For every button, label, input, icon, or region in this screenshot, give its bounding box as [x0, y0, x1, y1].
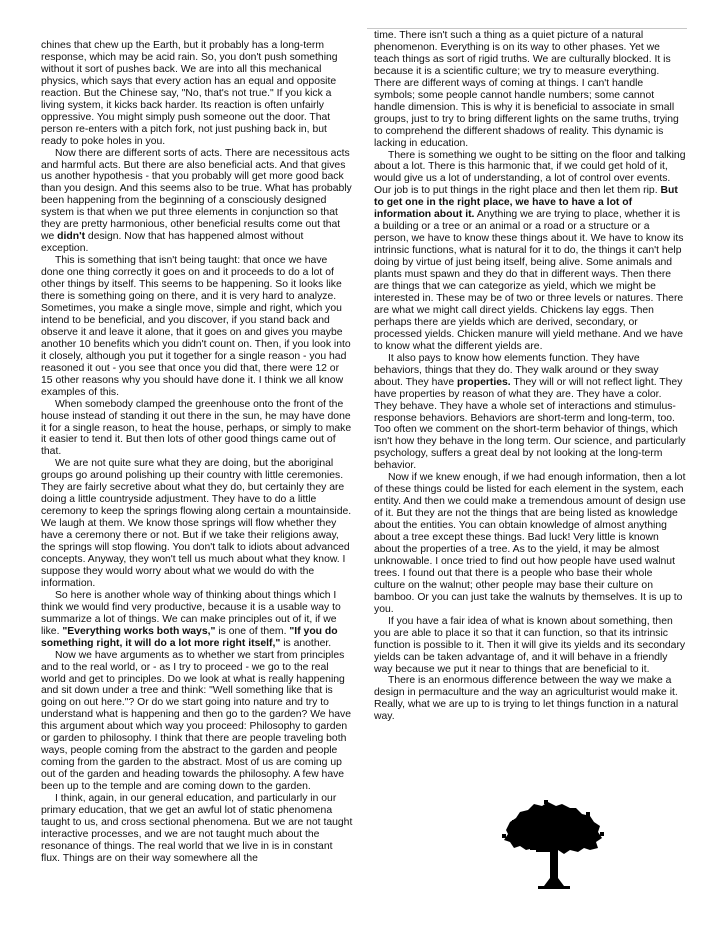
paragraph-text: design. Now that has happened almost without exception. — [41, 231, 304, 255]
paragraph-text: They will or will not reflect light. They have properties by reason of what they are. They have a color. They behave. They have a whole set of interactions and stimulus-response behaviors. Behaviors are short-term and long-term, too. Too often we comment on the short-term behavior of things, which isn't how they behave in the long term. Our science, and particularly psychology, suffers a great deal by not looking at the long-term behavior. — [374, 376, 686, 472]
paragraph-text: There is something we ought to be sitting on the floor and talking about a lot. There is this harmonic that, if we could get hold of it, would give us a lot of understanding, a lot of control over events. Our job is to put things in the right place and then let them rip. — [374, 149, 686, 197]
paragraph-text: So here is another whole way of thinking about things which I think we would find very productive, because it is a usable way to summarize a lot of things. We can make principles out of it, if we like. — [41, 589, 341, 637]
top-rule — [367, 28, 687, 29]
paragraph: time. There isn't such a thing as a quiet picture of a natural phenomenon. Everything is on its way to other phases. Yet we teach things as sort of rigid truths. We are culturally blocked. It is because it is a scientific culture; we try to measure everything. There are different ways of coming at things. I can't handle symbols; some people cannot handle numbers; some cannot handle dimension. This is why it is beneficial to associate in small groups, just to try to bring different lights on the same truths, trying to comprehend the different shadows of reality. This dynamic is lacking in education. — [374, 30, 679, 149]
paragraph: I think, again, in our general education, and particularly in our primary education, that we get an awful lot of static phenomena taught to us, and cross sectional phenomena. But we are not taught interactive processes, and we are not taught much about the resonance of things. The real world that we live in is in constant flux. Things are on their way somewhere all the — [41, 793, 353, 864]
paragraph-text: is one of them. — [215, 625, 290, 637]
paragraph: There is an enormous difference between the way we make a design in permaculture and the way an agriculturist would make it. Really, what we are up to is trying to let things function in a natural way. — [374, 675, 679, 723]
paragraph: Now if we knew enough, if we had enough information, then a lot of these things could be listed for each element in the system, each entity. And then we could make a tremendous amount of design use of it. But they are not the things that are being listed as knowledge about the entities. You can obtain knowledge of almost anything about a tree except these things. Bad luck! Very little is known about the properties of a tree. As to the yield, it may be almost unknowable. I once tried to find out how people have used walnut trees. I found out that there is a people who base their whole culture on the walnut; other people may base their culture on bamboo. Or you can just take the walnuts by themselves. It is up to you. — [374, 472, 686, 615]
paragraph — [374, 353, 686, 473]
paragraph-text: It also pays to know how elements function. They have behaviors, things that they do. They walk around or they sway about. They have — [374, 352, 659, 388]
paragraph — [374, 150, 686, 353]
paragraph: This is something that isn't being taught: that once we have done one thing correctly it goes on and it proceeds to do a lot of other things by itself. This seems to be happening. So it looks like there is something going on there, and it is very hard to analyze. Sometimes, you make a single move, simple and right, which you intend to be beneficial, and you discover, if you stand back and observe it and leave it alone, that it goes on and gives you maybe another 10 benefits which you didn't count on. Then, if you look into it closely, although you put it together for a single reason - you had reasoned it out - you see that once you did that, there were 12 or 15 other reasons why you should have done it. I think we all know examples of this. — [41, 255, 351, 398]
paragraph: If you have a fair idea of what is known about something, then you are able to place it so that it can function, so that its intrinsic function is possible to it. Then it will give its yields and its secondary yields can be taken advantage of, and it will behave in a friendly way because we put it near to things that are beneficial to it. — [374, 615, 686, 675]
left-column — [41, 40, 353, 865]
paragraph: chines that chew up the Earth, but it probably has a long-term response, which may be acid rain. So, you don't push something without it sort of pushes back. We are into all this mechanical physics, which says that every action has an equal and opposite reaction. But the Chinese say, "No, that's not true." If you kick a living system, it kicks back harder. Its reaction is often unfairly oppressive. You might simply push someone out the door. That person re-enters with a pitch fork, not just pushing back in, but ready to poke holes in you. — [41, 40, 338, 147]
paragraph: When somebody clamped the greenhouse onto the front of the house instead of standing it out there in the sun, he may have done it for a single reason, to heat the house, perhaps, or simply to make it easier to tend it. But then lots of other good things came out of that. — [41, 398, 352, 458]
paragraph: We are not quite sure what they are doing, but the aboriginal groups go around polishing up their country with little ceremonies. They are fairly secretive about what they do, but certainly they are doing a little countryside adjustment. They have to do a little ceremony to keep the springs flowing along certain a mountainside. We laugh at them. We know those springs will flow whether they have a ceremony there or not. But if we take their religions away, the springs will stop flowing. You don't talk to idiots about advanced concepts. Anyway, they won't tell us much about what they know. I suppose they would worry about what we would do with the information. — [41, 458, 352, 589]
tree-icon — [500, 800, 606, 890]
emphasis: didn't — [57, 231, 86, 243]
paragraph — [41, 148, 353, 256]
paragraph-text: Now there are different sorts of acts. There are necessitous acts and harmful acts. But there are also beneficial acts. And that gives us another hypothesis - that you probably will get more good back than you design. And this seems also to be true. What has probably been happening from the beginning of a consciously designed system is that when we put three elements in conjunction so that they are pretty harmonious, other beneficial results come out that we — [41, 147, 352, 243]
emphasis: "If you do something right, it will do a lot more right itself," — [41, 625, 338, 649]
emphasis: But to get one in the right place, we have to have a lot of information about it. — [374, 185, 678, 221]
paragraph-text: Anything we are trying to place, whether it is a building or a tree or an animal or a road or a structure or a person, we have to know these things about it. We have to know its intrinsic functions, what is natural for it to do, the things it can't help doing by virtue of just being itself, being alive. Some animals and plants must spawn and they do that in different ways. Then there are things that we can categorize as yield, which we might be interested in. These may be of two or three levels or natures. There are what we might call direct yields. Chickens lay eggs. Then perhaps there are yields which are derived, secondary, or processed yields. Chicken manure will yield methane. And we have to know what the different yields are. — [374, 209, 684, 352]
paragraph-text: is another. — [280, 637, 332, 649]
emphasis: properties. — [457, 376, 511, 388]
paragraph: Now we have arguments as to whether we start from principles and to the real world, or - as I try to proceed - we go to the real world and get to principles. Do we look at what is really happening and sit down under a tree and think: "Well something like that is going on out here."? Or do we start going into nature and try to understand what is happening and then go to the garden? We have this argument about which way you proceed: Philosophy to garden or garden to philosophy. I think that there are people traveling both ways, people coming from the abstract to the garden and people coming from the garden to the abstract. Most of us are coming up out of the garden and heading towards the philosophy. A few have been up to the temple and are coming down to the garden. — [41, 649, 352, 793]
paragraph — [41, 590, 353, 650]
emphasis: "Everything works both ways," — [62, 625, 216, 637]
right-column — [374, 30, 686, 723]
